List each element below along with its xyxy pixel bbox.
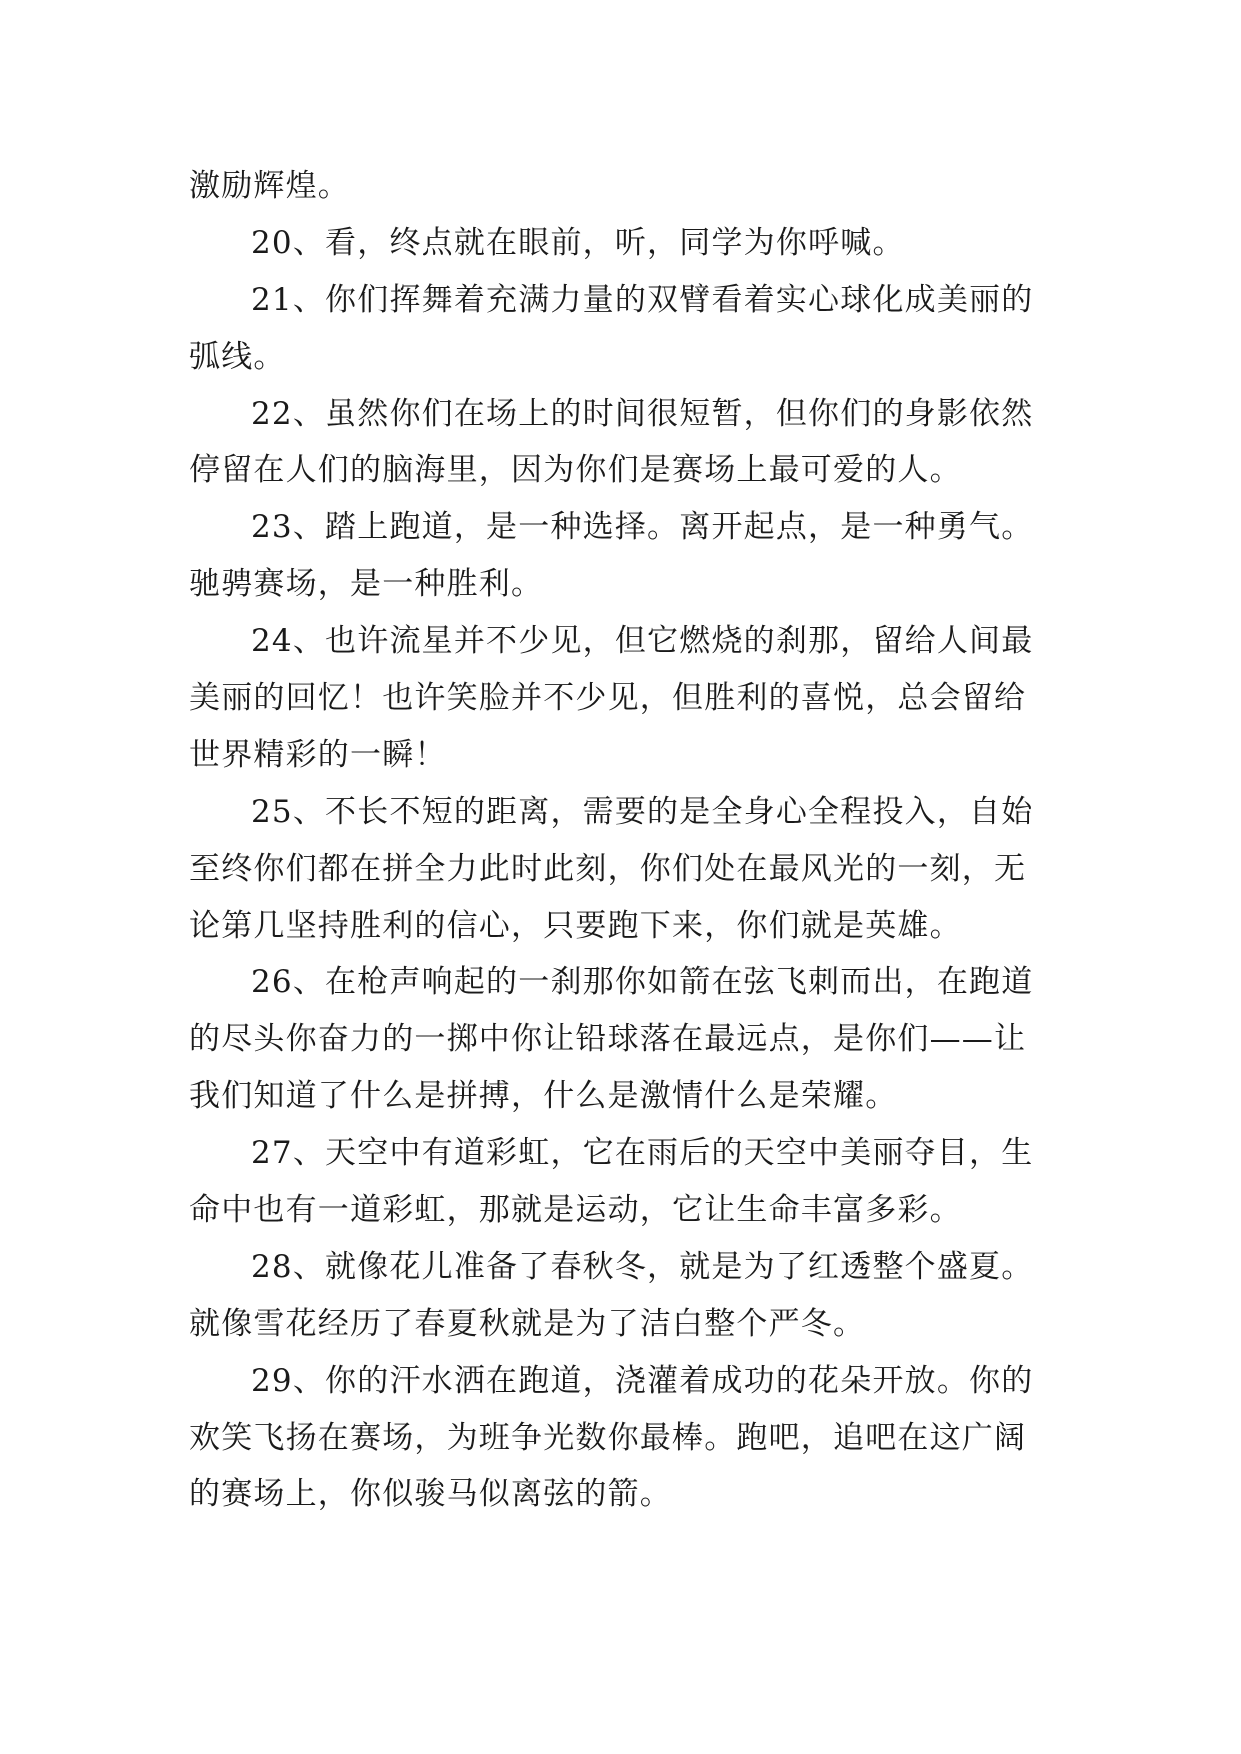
text-line: 27、天空中有道彩虹，它在雨后的天空中美丽夺目，生 [251, 1135, 1034, 1172]
text-line: 美丽的回忆！也许笑脸并不少见，但胜利的喜悦，总会留给 [189, 680, 1027, 717]
text-line: 25、不长不短的距离，需要的是全身心全程投入，自始 [251, 793, 1034, 830]
document-body [189, 158, 1049, 1523]
text-line: 20、看，终点就在眼前，听，同学为你呼喊。 [251, 224, 905, 261]
text-line: 23、踏上跑道，是一种选择。离开起点，是一种勇气。 [251, 509, 1034, 546]
text-line: 至终你们都在拼全力此时此刻，你们处在最风光的一刻，无 [189, 850, 1027, 887]
text-line: 就像雪花经历了春夏秋就是为了洁白整个严冬。 [189, 1305, 866, 1342]
text-line: 弧线。 [189, 338, 286, 375]
text-line: 的尽头你奋力的一掷中你让铅球落在最远点，是你们——让 [189, 1021, 1027, 1058]
text-line: 24、也许流星并不少见，但它燃烧的刹那，留给人间最 [251, 623, 1034, 660]
text-line: 论第几坚持胜利的信心，只要跑下来，你们就是英雄。 [189, 907, 962, 944]
text-line: 驰骋赛场，是一种胜利。 [189, 566, 544, 603]
text-line: 我们知道了什么是拼搏，什么是激情什么是荣耀。 [189, 1078, 898, 1115]
text-line: 停留在人们的脑海里，因为你们是赛场上最可爱的人。 [189, 452, 962, 489]
text-line: 22、虽然你们在场上的时间很短暂，但你们的身影依然 [251, 395, 1034, 432]
text-line: 28、就像花儿准备了春秋冬，就是为了红透整个盛夏。 [251, 1248, 1034, 1285]
text-line: 21、你们挥舞着充满力量的双臂看着实心球化成美丽的 [251, 281, 1034, 318]
text-line: 激励辉煌。 [189, 168, 350, 204]
text-line: 世界精彩的一瞬！ [189, 736, 447, 773]
text-line: 欢笑飞扬在赛场，为班争光数你最棒。跑吧，追吧在这广阔 [189, 1419, 1027, 1456]
text-line: 的赛场上，你似骏马似离弦的箭。 [189, 1476, 672, 1513]
text-line: 26、在枪声响起的一刹那你如箭在弦飞刺而出，在跑道 [251, 964, 1034, 1001]
text-line: 29、你的汗水洒在跑道，浇灌着成功的花朵开放。你的 [251, 1362, 1034, 1399]
text-line: 命中也有一道彩虹，那就是运动，它让生命丰富多彩。 [189, 1192, 962, 1229]
